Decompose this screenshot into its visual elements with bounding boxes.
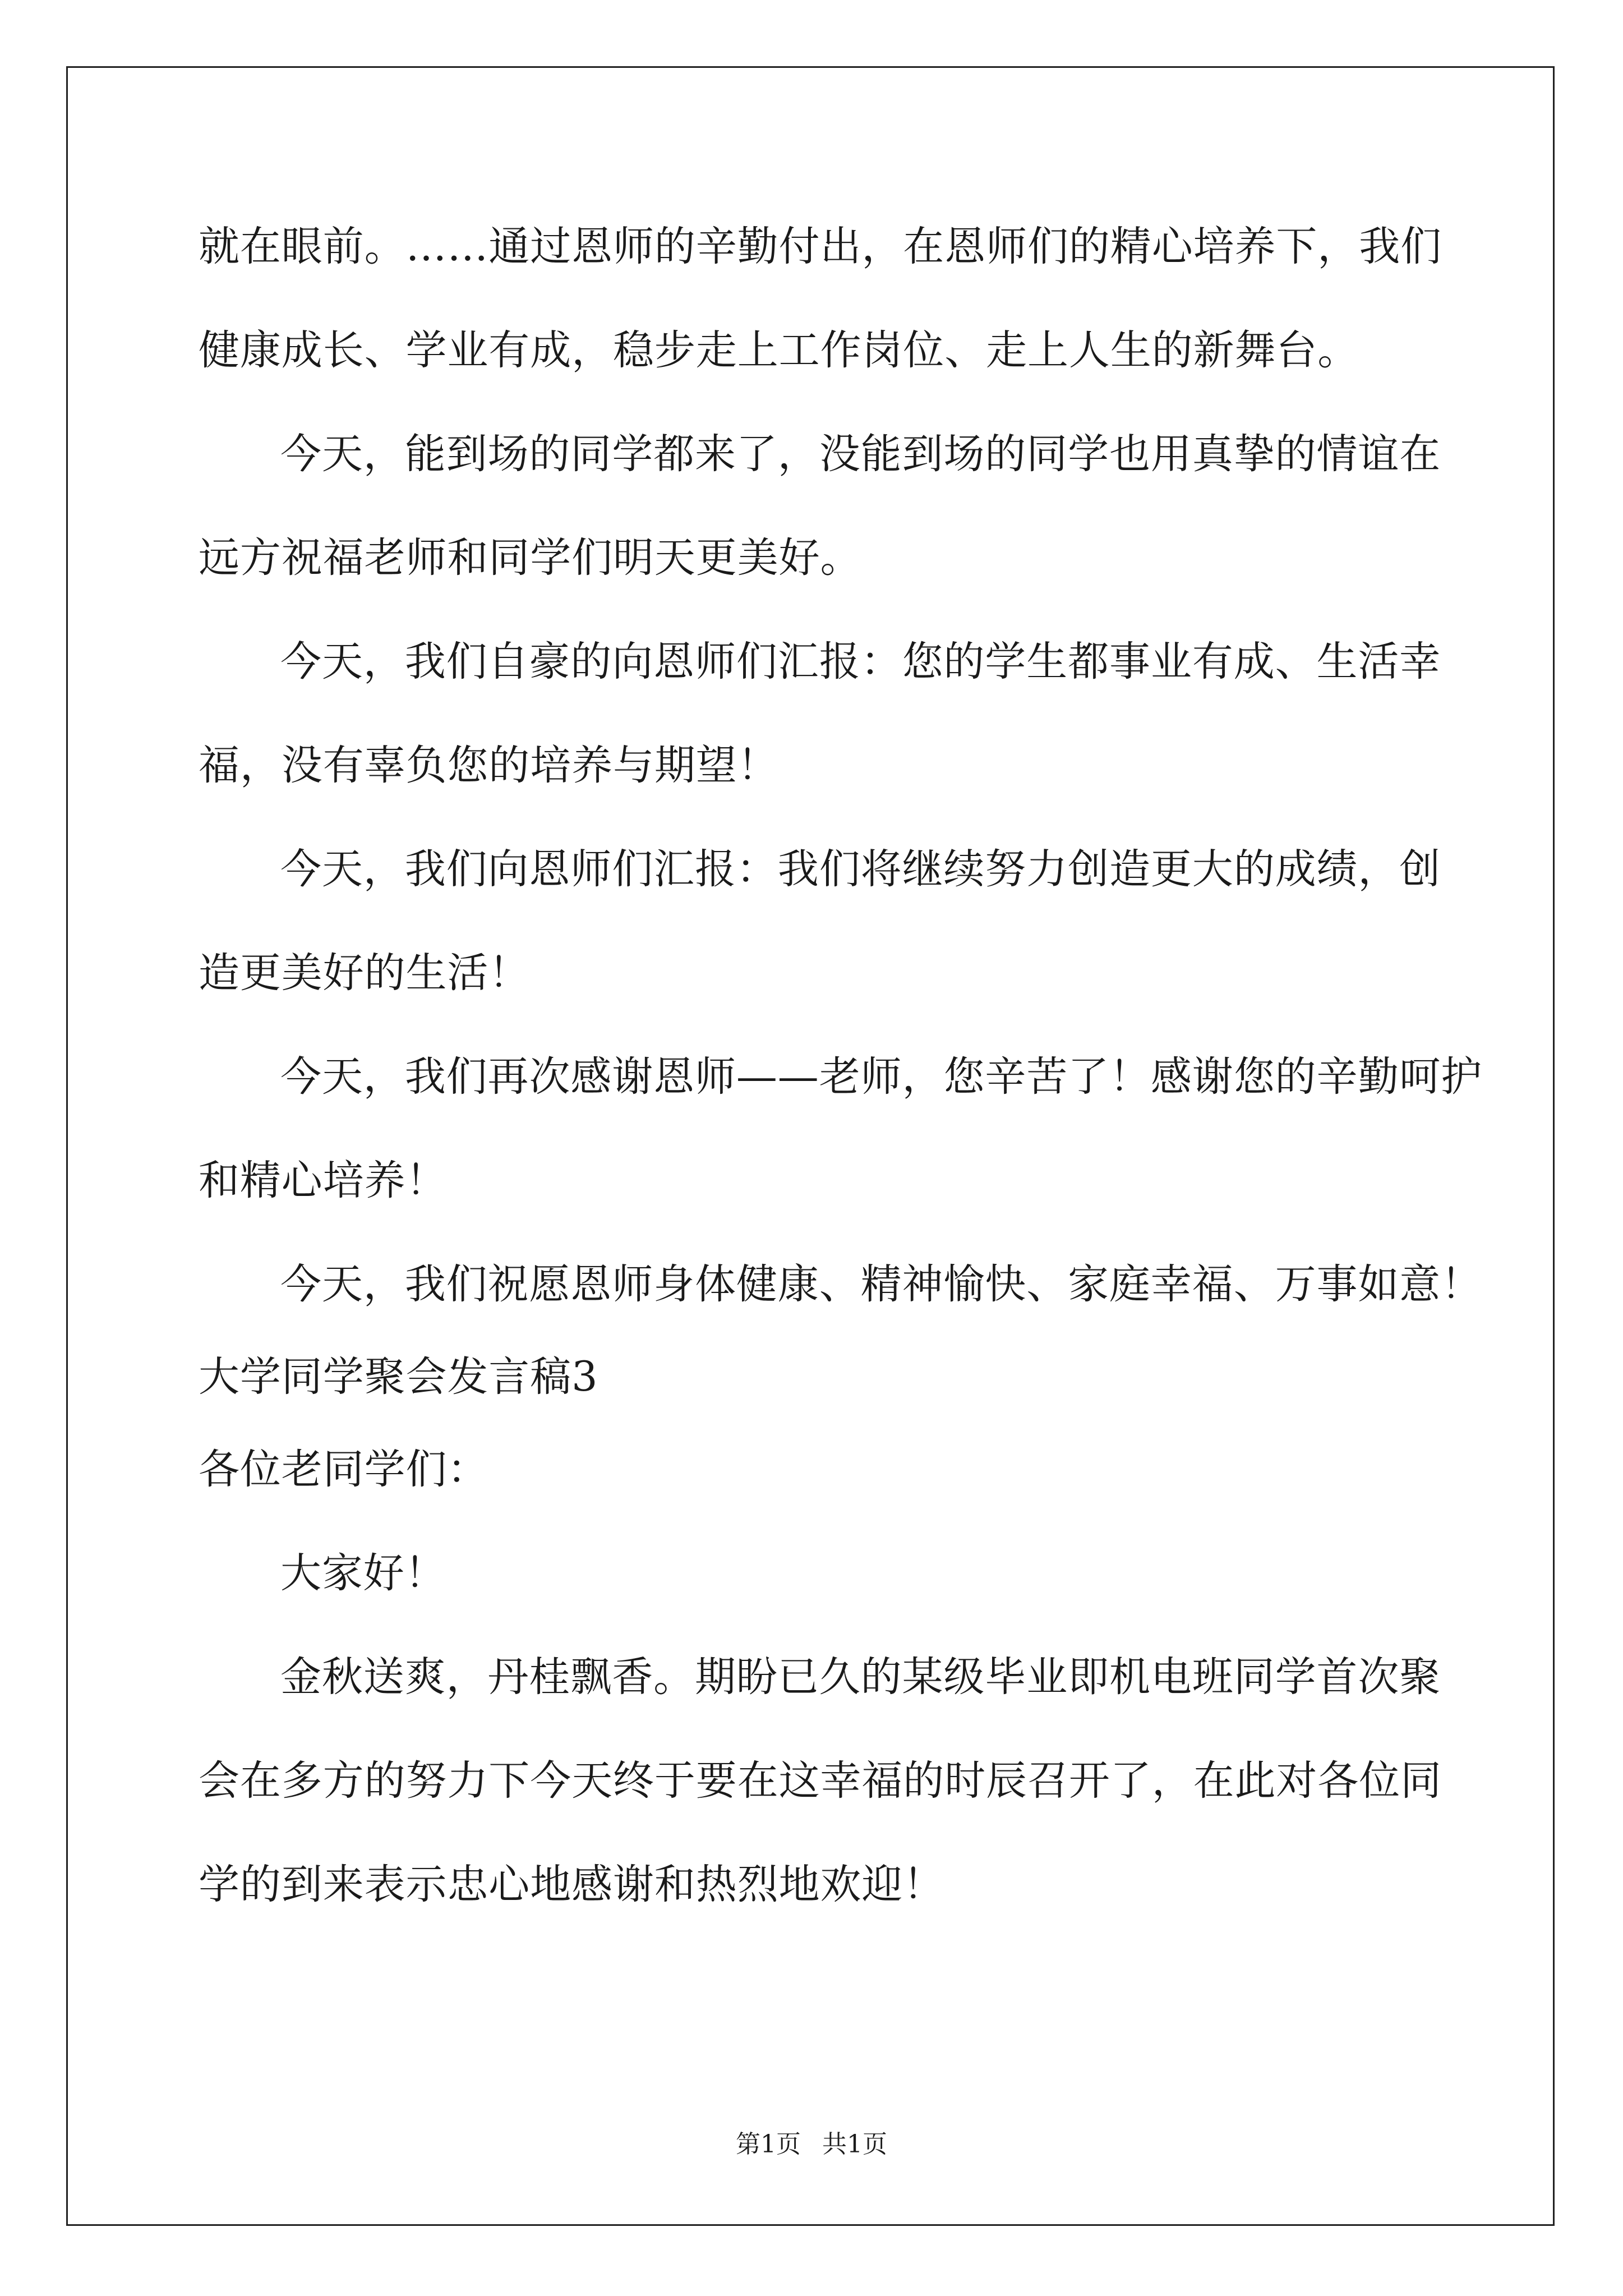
text-line: 远方祝福老师和同学们明天更美好。 <box>199 534 862 582</box>
paragraph-start: 今天，我们向恩师们汇报：我们将继续努力创造更大的成绩，创 <box>280 845 1441 893</box>
paragraph-start: 金秋送爽，丹桂飘香。期盼已久的某级毕业即机电班同学首次聚 <box>280 1653 1441 1701</box>
paragraph-start: 今天，我们自豪的向恩师们汇报：您的学生都事业有成、生活幸 <box>280 638 1441 685</box>
page-number: 第1页 <box>736 2130 801 2159</box>
page-footer <box>0 2129 1623 2160</box>
paragraph-start: 今天，我们再次感谢恩师——老师，您辛苦了！感谢您的辛勤呵护 <box>280 1053 1483 1101</box>
text-line: 就在眼前。……通过恩师的辛勤付出，在恩师们的精心培养下，我们 <box>199 223 1442 270</box>
text-line: 学的到来表示忠心地感谢和热烈地欢迎！ <box>199 1861 945 1908</box>
paragraph-start: 今天，我们祝愿恩师身体健康、精神愉快、家庭幸福、万事如意！ <box>280 1260 1483 1308</box>
paragraph-start: 今天，能到场的同学都来了，没能到场的同学也用真挚的情谊在 <box>280 430 1441 478</box>
salutation: 各位老同学们： <box>199 1446 489 1493</box>
greeting: 大家好！ <box>280 1549 446 1597</box>
text-line: 造更美好的生活！ <box>199 949 531 997</box>
page-total: 共1页 <box>822 2130 887 2159</box>
text-line: 会在多方的努力下今天终于要在这幸福的时辰召开了，在此对各位同 <box>199 1757 1442 1805</box>
text-line: 和精心培养！ <box>199 1157 448 1204</box>
text-line: 健康成长、学业有成，稳步走上工作岗位、走上人生的新舞台。 <box>199 326 1359 374</box>
section-title: 大学同学聚会发言稿3 <box>199 1353 598 1401</box>
text-line: 福，没有辜负您的培养与期望！ <box>199 742 779 789</box>
document-body <box>199 220 1483 1911</box>
